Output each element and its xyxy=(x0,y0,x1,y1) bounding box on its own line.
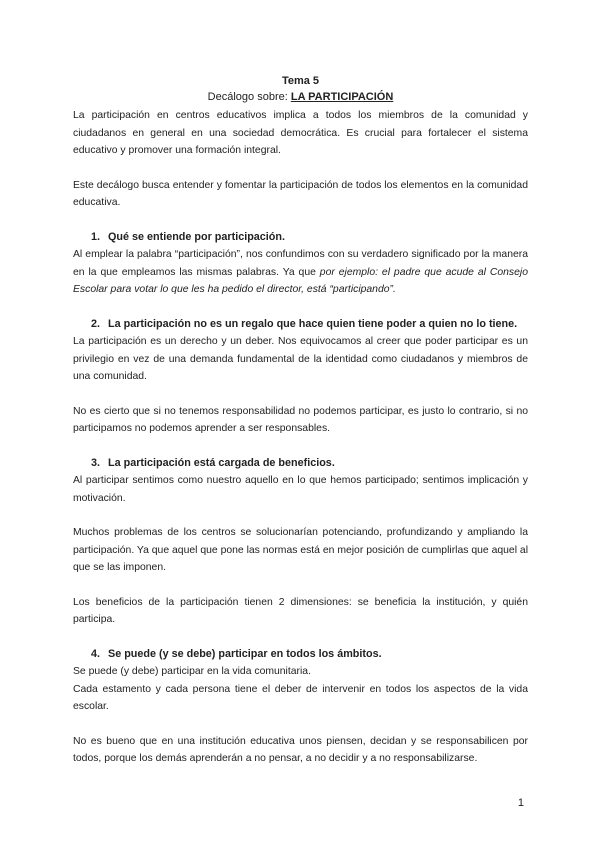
section-4-paragraph-2: Cada estamento y cada persona tiene el deber de intervenir en todos los aspectos de la vida escolar. xyxy=(73,683,528,712)
page-number: 1 xyxy=(517,797,524,809)
document-title: Tema 5 xyxy=(281,75,320,87)
section-2-title: La participación no es un regalo que hace quien tiene poder a quien no lo tiene. xyxy=(108,317,518,330)
section-4-paragraph-1: Se puede (y debe) participar en la vida comunitaria. xyxy=(73,666,311,677)
section-3-number: 3. xyxy=(91,456,101,469)
section-3-title: La participación está cargada de beneficios. xyxy=(108,456,335,469)
section-1-example: por ejemplo: el padre que acude al Consejo Escolar para votar lo que les ha pedido el director, está “participando”. xyxy=(73,266,528,295)
document-subtitle xyxy=(73,89,528,105)
section-3-paragraph-1: Al participar sentimos como nuestro aquello en lo que hemos participado; sentimos implicación y motivación. xyxy=(73,475,528,504)
section-4-paragraph-3: No es bueno que en una institución educativa unos piensen, decidan y se responsabilicen por todos, porque los demás aprenderán a no pensar, a no decidir y a no responsabilizarse. xyxy=(73,735,528,764)
section-3-heading xyxy=(73,455,528,473)
subtitle-topic: LA PARTICIPACIÓN xyxy=(290,91,394,103)
intro-paragraph-1: La participación en centros educativos implica a todos los miembros de la comunidad y ciudadanos en general en una sociedad democrática. Es crucial para fortalecer el sistema educativo y promover una formación integral. xyxy=(73,110,528,156)
document-page xyxy=(73,73,528,768)
section-2-paragraph-1: La participación es un derecho y un deber. Nos equivocamos al creer que poder participar es un privilegio en vez de una demanda fundamental de la identidad como ciudadanos y miembros de una comunidad. xyxy=(73,336,528,382)
section-4-number: 4. xyxy=(91,647,101,660)
section-4-heading xyxy=(73,646,528,664)
section-1-title: Qué se entiende por participación. xyxy=(108,230,285,243)
section-2-heading xyxy=(73,316,528,334)
section-1-text: Al emplear la palabra “participación”, nos confundimos con su verdadero significado por la manera en la que empleamos las mismas palabras. Ya que xyxy=(73,249,528,278)
section-2-number: 2. xyxy=(91,317,101,330)
subtitle-prefix: Decálogo sobre: xyxy=(207,91,291,103)
section-4-title: Se puede (y se debe) participar en todos los ámbitos. xyxy=(108,647,382,660)
intro-paragraph-2: Este decálogo busca entender y fomentar la participación de todos los elementos en la comunidad educativa. xyxy=(73,179,528,208)
section-3-paragraph-3: Los beneficios de la participación tienen 2 dimensiones: se beneficia la institución, y quién participa. xyxy=(73,596,528,625)
section-3-paragraph-2: Muchos problemas de los centros se solucionarían potenciando, profundizando y ampliando la participación. Ya que aquel que pone las normas está en mejor posición de cumplirlas que aquel al que se las imponen. xyxy=(73,527,528,573)
section-2-paragraph-2: No es cierto que si no tenemos responsabilidad no podemos participar, es justo lo contrario, si no participamos no podemos aprender a ser responsables. xyxy=(73,405,528,434)
section-1-heading xyxy=(73,229,528,247)
section-1-number: 1. xyxy=(91,230,101,243)
section-1-paragraph xyxy=(73,246,528,299)
